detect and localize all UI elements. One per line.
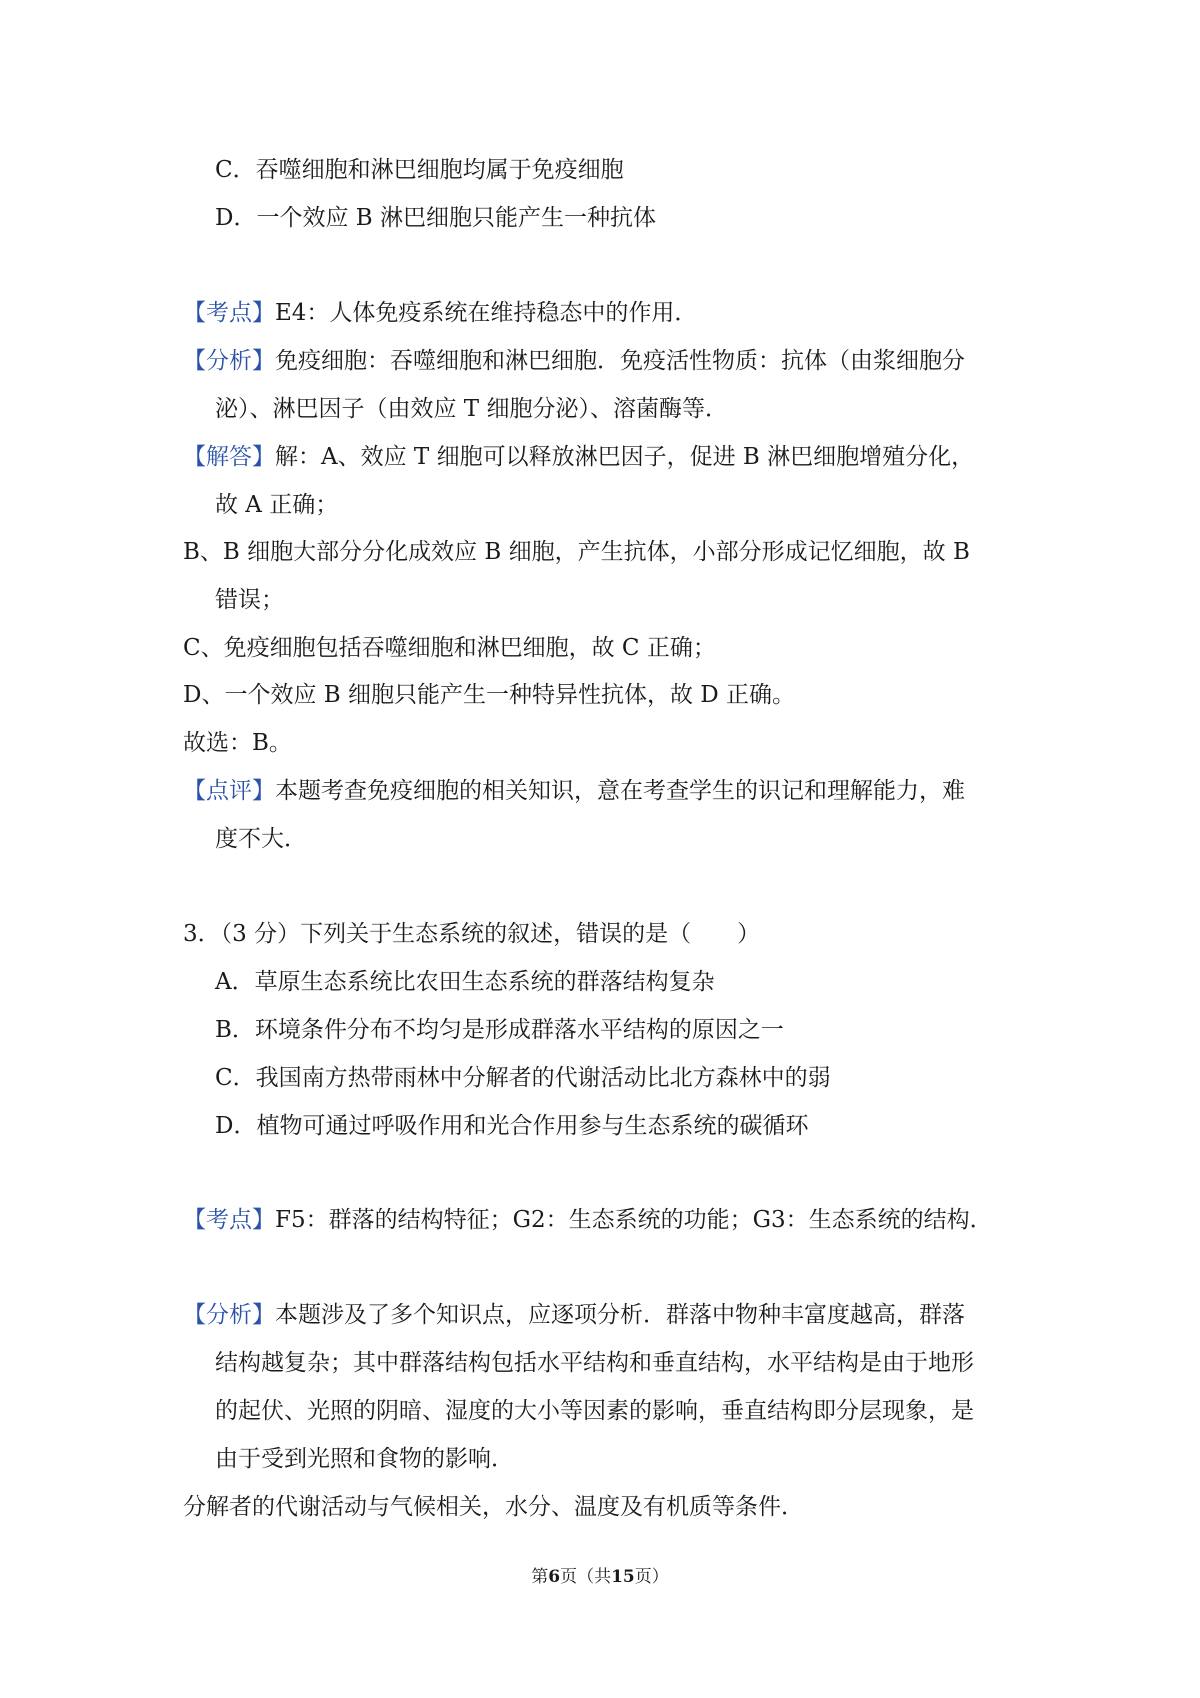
q2-kaodian [183, 298, 697, 328]
footer-mid: 页（共 [560, 1567, 612, 1587]
page-footer [0, 1565, 1200, 1589]
q2-jieda-b-2: 错误； [215, 587, 284, 613]
q2-jieda-c: C、免疫细胞包括吞噬细胞和淋巴细胞，故 C 正确； [183, 635, 716, 661]
fenxi-text-1: 本题涉及了多个知识点，应逐项分析．群落中物种丰富度越高，群落 [275, 1302, 965, 1328]
q2-option-c: C．吞噬细胞和淋巴细胞均属于免疫细胞 [215, 157, 624, 183]
q3-fenxi-text-2: 结构越复杂；其中群落结构包括水平结构和垂直结构，水平结构是由于地形 [215, 1350, 974, 1376]
q2-fenxi-text-2: 泌）、淋巴因子（由效应 T 细胞分泌）、溶菌酶等． [215, 396, 728, 422]
q2-jieda-b-1: B、B 细胞大部分分化成效应 B 细胞，产生抗体，小部分形成记忆细胞，故 B [183, 539, 970, 565]
footer-pre: 第 [531, 1567, 549, 1587]
q3-fenxi-text-4: 由于受到光照和食物的影响． [215, 1446, 514, 1472]
q3-fenxi-text-3: 的起伏、光照的阴暗、湿度的大小等因素的影响，垂直结构即分层现象，是 [215, 1398, 974, 1424]
kaodian-text: E4：人体免疫系统在维持稳态中的作用． [275, 300, 698, 326]
dianping-tag: 【点评】 [183, 778, 275, 804]
q2-jieda-d: D、一个效应 B 细胞只能产生一种特异性抗体，故 D 正确。 [183, 682, 796, 708]
q3-option-c: C．我国南方热带雨林中分解者的代谢活动比北方森林中的弱 [215, 1065, 831, 1091]
kaodian-text: F5：群落的结构特征；G2：生态系统的功能；G3：生态系统的结构． [275, 1207, 993, 1233]
fenxi-tag: 【分析】 [183, 1302, 275, 1328]
q3-fenxi [183, 1300, 965, 1330]
q3-option-a: A．草原生态系统比农田生态系统的群落结构复杂 [215, 969, 715, 995]
kaodian-tag: 【考点】 [183, 1207, 275, 1233]
q2-dianping [183, 776, 965, 806]
q2-fenxi [183, 346, 965, 376]
q3-kaodian [183, 1205, 993, 1235]
jieda-text-1: 解：A、效应 T 细胞可以释放淋巴因子，促进 B 淋巴细胞增殖分化， [275, 444, 975, 470]
fenxi-tag: 【分析】 [183, 348, 275, 374]
q3-option-d: D．植物可通过呼吸作用和光合作用参与生态系统的碳循环 [215, 1113, 809, 1139]
q2-answer: 故选：B。 [183, 730, 292, 756]
q3-option-b: B．环境条件分布不均匀是形成群落水平结构的原因之一 [215, 1017, 784, 1043]
footer-page-number: 6 [548, 1567, 561, 1587]
jieda-tag: 【解答】 [183, 444, 275, 470]
dianping-text-1: 本题考查免疫细胞的相关知识，意在考查学生的识记和理解能力，难 [275, 778, 965, 804]
q2-dianping-text-2: 度不大． [215, 826, 307, 852]
q2-jieda [183, 442, 974, 472]
kaodian-tag: 【考点】 [183, 300, 275, 326]
q3-stem: 3．（3 分）下列关于生态系统的叙述，错误的是（ ） [183, 921, 761, 947]
footer-post: 页） [634, 1567, 669, 1587]
footer-total-pages: 15 [611, 1567, 635, 1587]
q2-jieda-text-2: 故 A 正确； [215, 492, 339, 518]
q3-fenxi-extra: 分解者的代谢活动与气候相关，水分、温度及有机质等条件． [183, 1494, 804, 1520]
q2-option-d: D．一个效应 B 淋巴细胞只能产生一种抗体 [215, 205, 656, 231]
fenxi-text-1: 免疫细胞：吞噬细胞和淋巴细胞．免疫活性物质：抗体（由浆细胞分 [275, 348, 965, 374]
